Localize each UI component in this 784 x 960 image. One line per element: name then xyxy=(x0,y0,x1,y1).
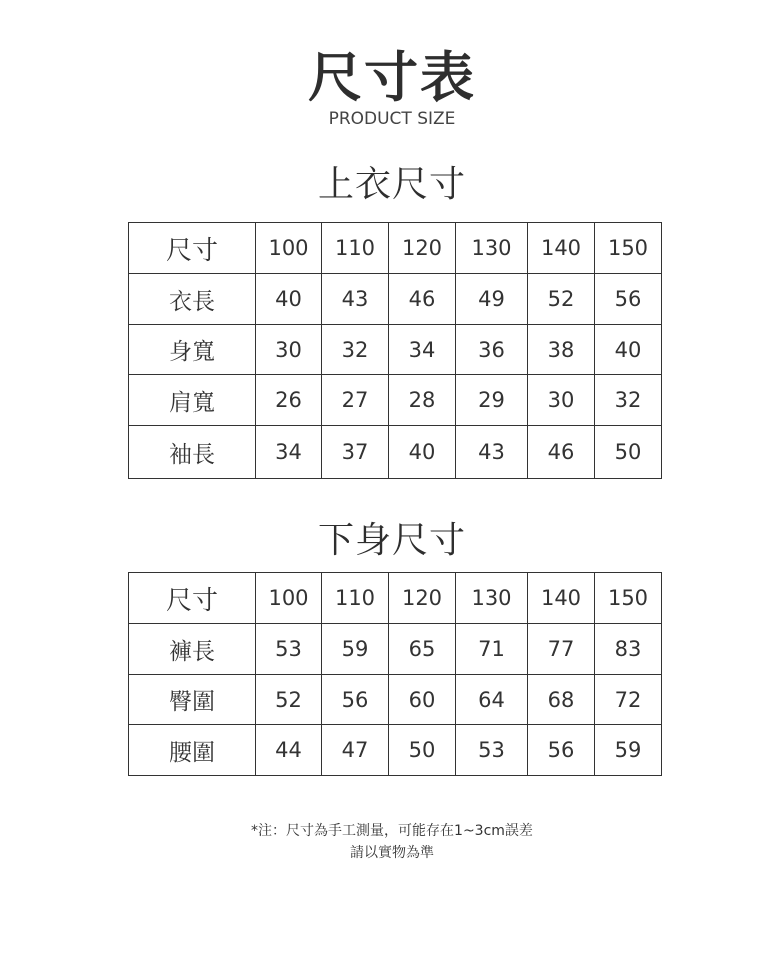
size-column-header: 120 xyxy=(389,573,456,624)
note-line-1: *注：尺寸為手工測量，可能存在1~3cm誤差 xyxy=(251,823,533,839)
table-cell: 49 xyxy=(456,274,528,325)
table-cell: 30 xyxy=(528,375,595,426)
table-row xyxy=(129,624,662,675)
table-row xyxy=(129,274,662,325)
size-header-label: 尺寸 xyxy=(129,573,256,624)
size-column-header: 130 xyxy=(456,573,528,624)
table-cell: 46 xyxy=(528,426,595,479)
size-column-header: 140 xyxy=(528,223,595,274)
size-column-header: 110 xyxy=(322,223,389,274)
table-cell: 68 xyxy=(528,675,595,725)
size-column-header: 150 xyxy=(595,573,662,624)
table-cell: 44 xyxy=(256,725,322,776)
bottom-size-table xyxy=(128,572,662,776)
title-block xyxy=(0,48,784,130)
table-cell: 59 xyxy=(322,624,389,675)
table-cell: 28 xyxy=(389,375,456,426)
page-title: 尺寸表 xyxy=(308,46,476,109)
table-cell: 47 xyxy=(322,725,389,776)
table-cell: 77 xyxy=(528,624,595,675)
row-label: 褲長 xyxy=(129,624,256,675)
size-column-header: 130 xyxy=(456,223,528,274)
row-label: 衣長 xyxy=(129,274,256,325)
table-cell: 53 xyxy=(256,624,322,675)
table-cell: 64 xyxy=(456,675,528,725)
top-size-table xyxy=(128,222,662,479)
table-cell: 32 xyxy=(595,375,662,426)
table-cell: 71 xyxy=(456,624,528,675)
table-cell: 36 xyxy=(456,325,528,375)
table-header-row xyxy=(129,573,662,624)
measurement-note xyxy=(0,820,784,864)
table-cell: 56 xyxy=(322,675,389,725)
table-row xyxy=(129,675,662,725)
size-column-header: 100 xyxy=(256,223,322,274)
table-cell: 26 xyxy=(256,375,322,426)
page-subtitle: PRODUCT SIZE xyxy=(328,109,456,129)
row-label: 腰圍 xyxy=(129,725,256,776)
table-cell: 52 xyxy=(256,675,322,725)
bottom-section-title: 下身尺寸 xyxy=(317,520,466,561)
table-header-row xyxy=(129,223,662,274)
row-label: 身寬 xyxy=(129,325,256,375)
row-label: 臀圍 xyxy=(129,675,256,725)
table-cell: 34 xyxy=(256,426,322,479)
table-cell: 32 xyxy=(322,325,389,375)
row-label: 肩寬 xyxy=(129,375,256,426)
size-column-header: 140 xyxy=(528,573,595,624)
table-row xyxy=(129,426,662,479)
table-cell: 37 xyxy=(322,426,389,479)
size-column-header: 100 xyxy=(256,573,322,624)
size-header-label: 尺寸 xyxy=(129,223,256,274)
table-cell: 40 xyxy=(256,274,322,325)
table-cell: 40 xyxy=(595,325,662,375)
table-cell: 52 xyxy=(528,274,595,325)
table-cell: 53 xyxy=(456,725,528,776)
table-cell: 83 xyxy=(595,624,662,675)
table-cell: 72 xyxy=(595,675,662,725)
table-cell: 59 xyxy=(595,725,662,776)
table-cell: 65 xyxy=(389,624,456,675)
row-label: 袖長 xyxy=(129,426,256,479)
table-cell: 34 xyxy=(389,325,456,375)
table-cell: 50 xyxy=(389,725,456,776)
table-cell: 43 xyxy=(456,426,528,479)
note-line-2: 請以實物為準 xyxy=(350,845,434,861)
table-row xyxy=(129,725,662,776)
top-section-title: 上衣尺寸 xyxy=(317,164,466,205)
table-row xyxy=(129,375,662,426)
size-column-header: 150 xyxy=(595,223,662,274)
size-column-header: 120 xyxy=(389,223,456,274)
table-cell: 30 xyxy=(256,325,322,375)
table-cell: 38 xyxy=(528,325,595,375)
table-cell: 50 xyxy=(595,426,662,479)
table-cell: 27 xyxy=(322,375,389,426)
table-cell: 46 xyxy=(389,274,456,325)
size-column-header: 110 xyxy=(322,573,389,624)
table-cell: 60 xyxy=(389,675,456,725)
table-cell: 43 xyxy=(322,274,389,325)
table-cell: 56 xyxy=(595,274,662,325)
table-cell: 56 xyxy=(528,725,595,776)
table-cell: 29 xyxy=(456,375,528,426)
table-row xyxy=(129,325,662,375)
table-cell: 40 xyxy=(389,426,456,479)
